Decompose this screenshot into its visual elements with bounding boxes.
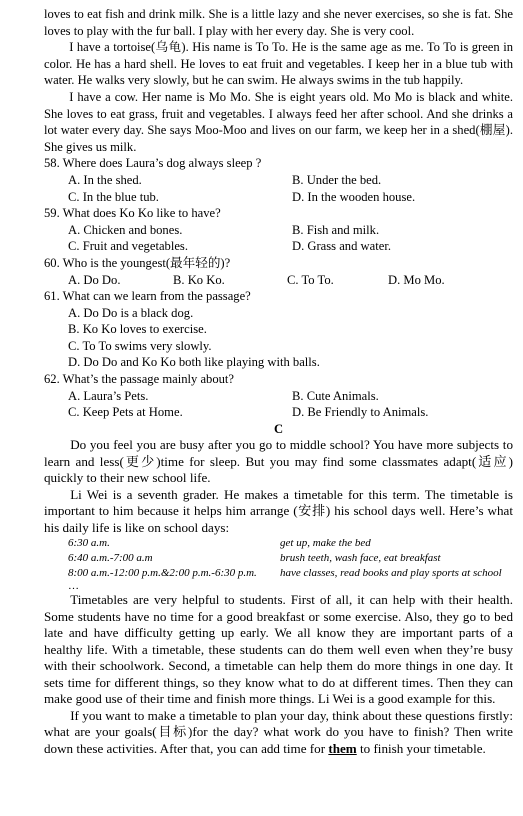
paragraph-busy: Do you feel you are busy after you go to middle school? You have more subjects to learn and less(更少)time for sleep. But you may find some classmates adapt(适应) quickly to their new school life. <box>44 437 513 486</box>
option-c: C. Keep Pets at Home. <box>68 405 183 420</box>
timetable-ellipsis: … <box>68 580 79 593</box>
question-60 <box>44 255 513 288</box>
timetable-time: 8:00 a.m.-12:00 p.m.&2:00 p.m.-6:30 p.m. <box>68 566 257 579</box>
option-c: C. To To swims very slowly. <box>68 338 212 353</box>
timetable <box>44 536 513 592</box>
options-59 <box>44 222 513 255</box>
option-a: A. Laura’s Pets. <box>68 388 149 403</box>
question-62 <box>44 371 513 421</box>
option-d: D. Grass and water. <box>292 239 391 254</box>
paragraph-make-timetable <box>44 708 513 758</box>
timetable-time: 6:30 a.m. <box>68 537 110 550</box>
underlined-word: them <box>328 740 357 756</box>
timetable-time: 6:40 a.m.-7:00 a.m <box>68 552 153 565</box>
option-b: B. Ko Ko. <box>173 272 225 287</box>
option-b: B. Cute Animals. <box>292 388 379 403</box>
timetable-row <box>44 551 513 566</box>
paragraph-cow: I have a cow. Her name is Mo Mo. She is eight years old. Mo Mo is black and white. She loves to eat grass, fruit and vegetables. I always feed her after school. And she drinks a lot water every day. She says Moo-Moo and lives on our farm, we keep her in a shed(棚屋). She gives us milk. <box>44 89 513 154</box>
option-d: D. Mo Mo. <box>388 272 445 287</box>
section-heading-c: C <box>273 421 284 436</box>
option-a: A. Do Do. <box>68 272 121 287</box>
question-61 <box>44 288 513 371</box>
timetable-activity: have classes, read books and play sports at school <box>280 566 502 579</box>
option-b: B. Fish and milk. <box>292 222 380 237</box>
question-stem: 59. What does Ko Ko like to have? <box>44 206 221 221</box>
option-a: A. Do Do is a black dog. <box>68 305 194 320</box>
option-a: A. In the shed. <box>68 172 142 187</box>
option-d: D. Do Do and Ko Ko both like playing with balls. <box>68 355 320 370</box>
timetable-activity: brush teeth, wash face, eat breakfast <box>280 552 441 565</box>
question-58 <box>44 155 513 205</box>
paragraph-timetables-helpful: Timetables are very helpful to students. First of all, it can help with their health. Some students have no time for a good breakfast or some exercise. Also, they go to bed late and have difficulty getting up early. We all know they are important parts of a healthy life. With a timetable, these students can do them well even when they’re busy with their schoolwork. Second, a timetable can help them do more things in one day. It sets time for different things, so they know what to do at different times. Then they can make good use of their time and finish more things. Li Wei is a good example for this. <box>44 592 513 707</box>
timetable-row <box>44 536 513 551</box>
question-stem: 60. Who is the youngest(最年轻的)? <box>44 255 231 270</box>
option-b: B. Ko Ko loves to exercise. <box>68 322 207 337</box>
option-c: C. To To. <box>287 272 334 287</box>
options-58 <box>44 172 513 205</box>
question-stem: 58. Where does Laura’s dog always sleep ? <box>44 156 262 171</box>
text-segment: If you want to make a timetable to plan your day, think about these questions firstly: what are your goals(目标)for the day? what work do you have to finish? Then write down these activities. After that, you can add time for <box>44 707 513 756</box>
option-b: B. Under the bed. <box>292 172 382 187</box>
options-60 <box>44 272 513 289</box>
timetable-row <box>44 566 513 581</box>
question-59 <box>44 205 513 255</box>
option-c: C. In the blue tub. <box>68 189 159 204</box>
question-stem: 61. What can we learn from the passage? <box>44 289 251 304</box>
option-a: A. Chicken and bones. <box>68 222 183 237</box>
question-stem: 62. What’s the passage mainly about? <box>44 372 235 387</box>
text-segment: to finish your timetable. <box>356 740 486 756</box>
paragraph-li-wei: Li Wei is a seventh grader. He makes a timetable for this term. The timetable is important to him because it helps him arrange (安排) his school days well. Here’s what his daily life is like on school days: <box>44 486 513 535</box>
paragraph-tortoise: I have a tortoise(乌龟). His name is To To. He is the same age as me. To To is green in color. He has a hard shell. He loves to eat fruit and vegetables. I keep her in a blue tub with water. He walks very slowly, but he can swim. He always swims in the tub happily. <box>44 40 513 88</box>
option-d: D. In the wooden house. <box>292 189 416 204</box>
options-62 <box>44 388 513 421</box>
option-c: C. Fruit and vegetables. <box>68 239 188 254</box>
paragraph-cat-end: loves to eat fish and drink milk. She is a little lazy and she never exercises, so she is fat. She loves to play with the fur ball. I play with her every day. She is very cool. <box>44 7 513 38</box>
timetable-activity: get up, make the bed <box>280 537 371 550</box>
option-d: D. Be Friendly to Animals. <box>292 405 429 420</box>
